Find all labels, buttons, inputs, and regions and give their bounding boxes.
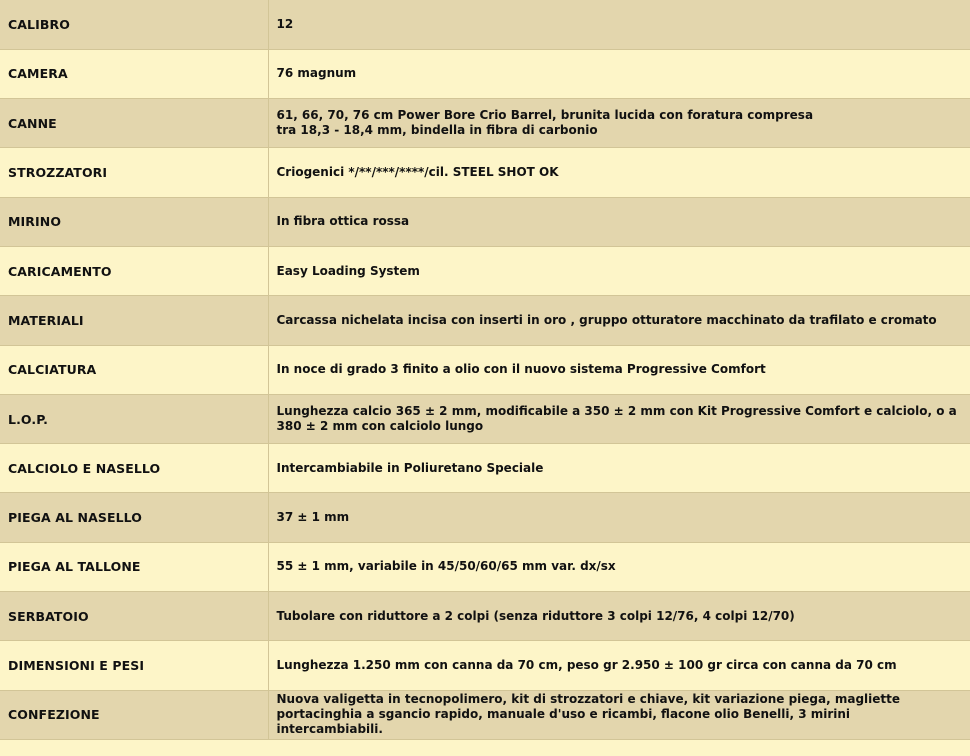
spec-value: 37 ± 1 mm: [268, 493, 970, 542]
spec-row: [0, 690, 970, 739]
spec-row: [0, 444, 970, 493]
spec-label: L.O.P.: [0, 394, 268, 443]
spec-value: Carcassa nichelata incisa con inserti in oro , gruppo otturatore macchinato da trafilato e cromato: [268, 296, 970, 345]
spec-row: [0, 99, 970, 148]
spec-label: SERBATOIO: [0, 592, 268, 641]
spec-label: CARICAMENTO: [0, 246, 268, 295]
spec-row: [0, 493, 970, 542]
spec-value: Easy Loading System: [268, 246, 970, 295]
spec-row: [0, 296, 970, 345]
spec-value: Nuova valigetta in tecnopolimero, kit di strozzatori e chiave, kit variazione piega, magliette portacinghia a sgancio rapido, manuale d'uso e ricambi, flacone olio Benelli, 3 mirini intercambiabili.: [268, 690, 970, 739]
spec-label: MATERIALI: [0, 296, 268, 345]
spec-row: [0, 394, 970, 443]
spec-value: 76 magnum: [268, 49, 970, 98]
spec-row: [0, 0, 970, 49]
spec-row: [0, 49, 970, 98]
spec-label: CALCIATURA: [0, 345, 268, 394]
spec-label: PIEGA AL NASELLO: [0, 493, 268, 542]
spec-row: [0, 197, 970, 246]
spec-value: Criogenici */**/***/****/cil. STEEL SHOT OK: [268, 148, 970, 197]
spec-value: Lunghezza calcio 365 ± 2 mm, modificabile a 350 ± 2 mm con Kit Progressive Comfort e calciolo, o a 380 ± 2 mm con calciolo lungo: [268, 394, 970, 443]
spec-value: Intercambiabile in Poliuretano Speciale: [268, 444, 970, 493]
spec-label: CONFEZIONE: [0, 690, 268, 739]
spec-label: CAMERA: [0, 49, 268, 98]
spec-row: [0, 592, 970, 641]
spec-row: [0, 641, 970, 690]
spec-value: Lunghezza 1.250 mm con canna da 70 cm, peso gr 2.950 ± 100 gr circa con canna da 70 cm: [268, 641, 970, 690]
spec-label: CANNE: [0, 99, 268, 148]
spec-row: [0, 345, 970, 394]
spec-label: MIRINO: [0, 197, 268, 246]
spec-label: CALCIOLO E NASELLO: [0, 444, 268, 493]
spec-value: In fibra ottica rossa: [268, 197, 970, 246]
spec-value: 61, 66, 70, 76 cm Power Bore Crio Barrel, brunita lucida con foratura compresa tra 18,3 - 18,4 mm, bindella in fibra di carbonio: [268, 99, 970, 148]
spec-row: [0, 542, 970, 591]
spec-value: Tubolare con riduttore a 2 colpi (senza riduttore 3 colpi 12/76, 4 colpi 12/70): [268, 592, 970, 641]
spec-label: CALIBRO: [0, 0, 268, 49]
spec-value: In noce di grado 3 finito a olio con il nuovo sistema Progressive Comfort: [268, 345, 970, 394]
spec-value: 12: [268, 0, 970, 49]
spec-row: [0, 246, 970, 295]
spec-label: STROZZATORI: [0, 148, 268, 197]
spec-value: 55 ± 1 mm, variabile in 45/50/60/65 mm var. dx/sx: [268, 542, 970, 591]
spec-label: PIEGA AL TALLONE: [0, 542, 268, 591]
spec-label: DIMENSIONI E PESI: [0, 641, 268, 690]
spec-row: [0, 148, 970, 197]
